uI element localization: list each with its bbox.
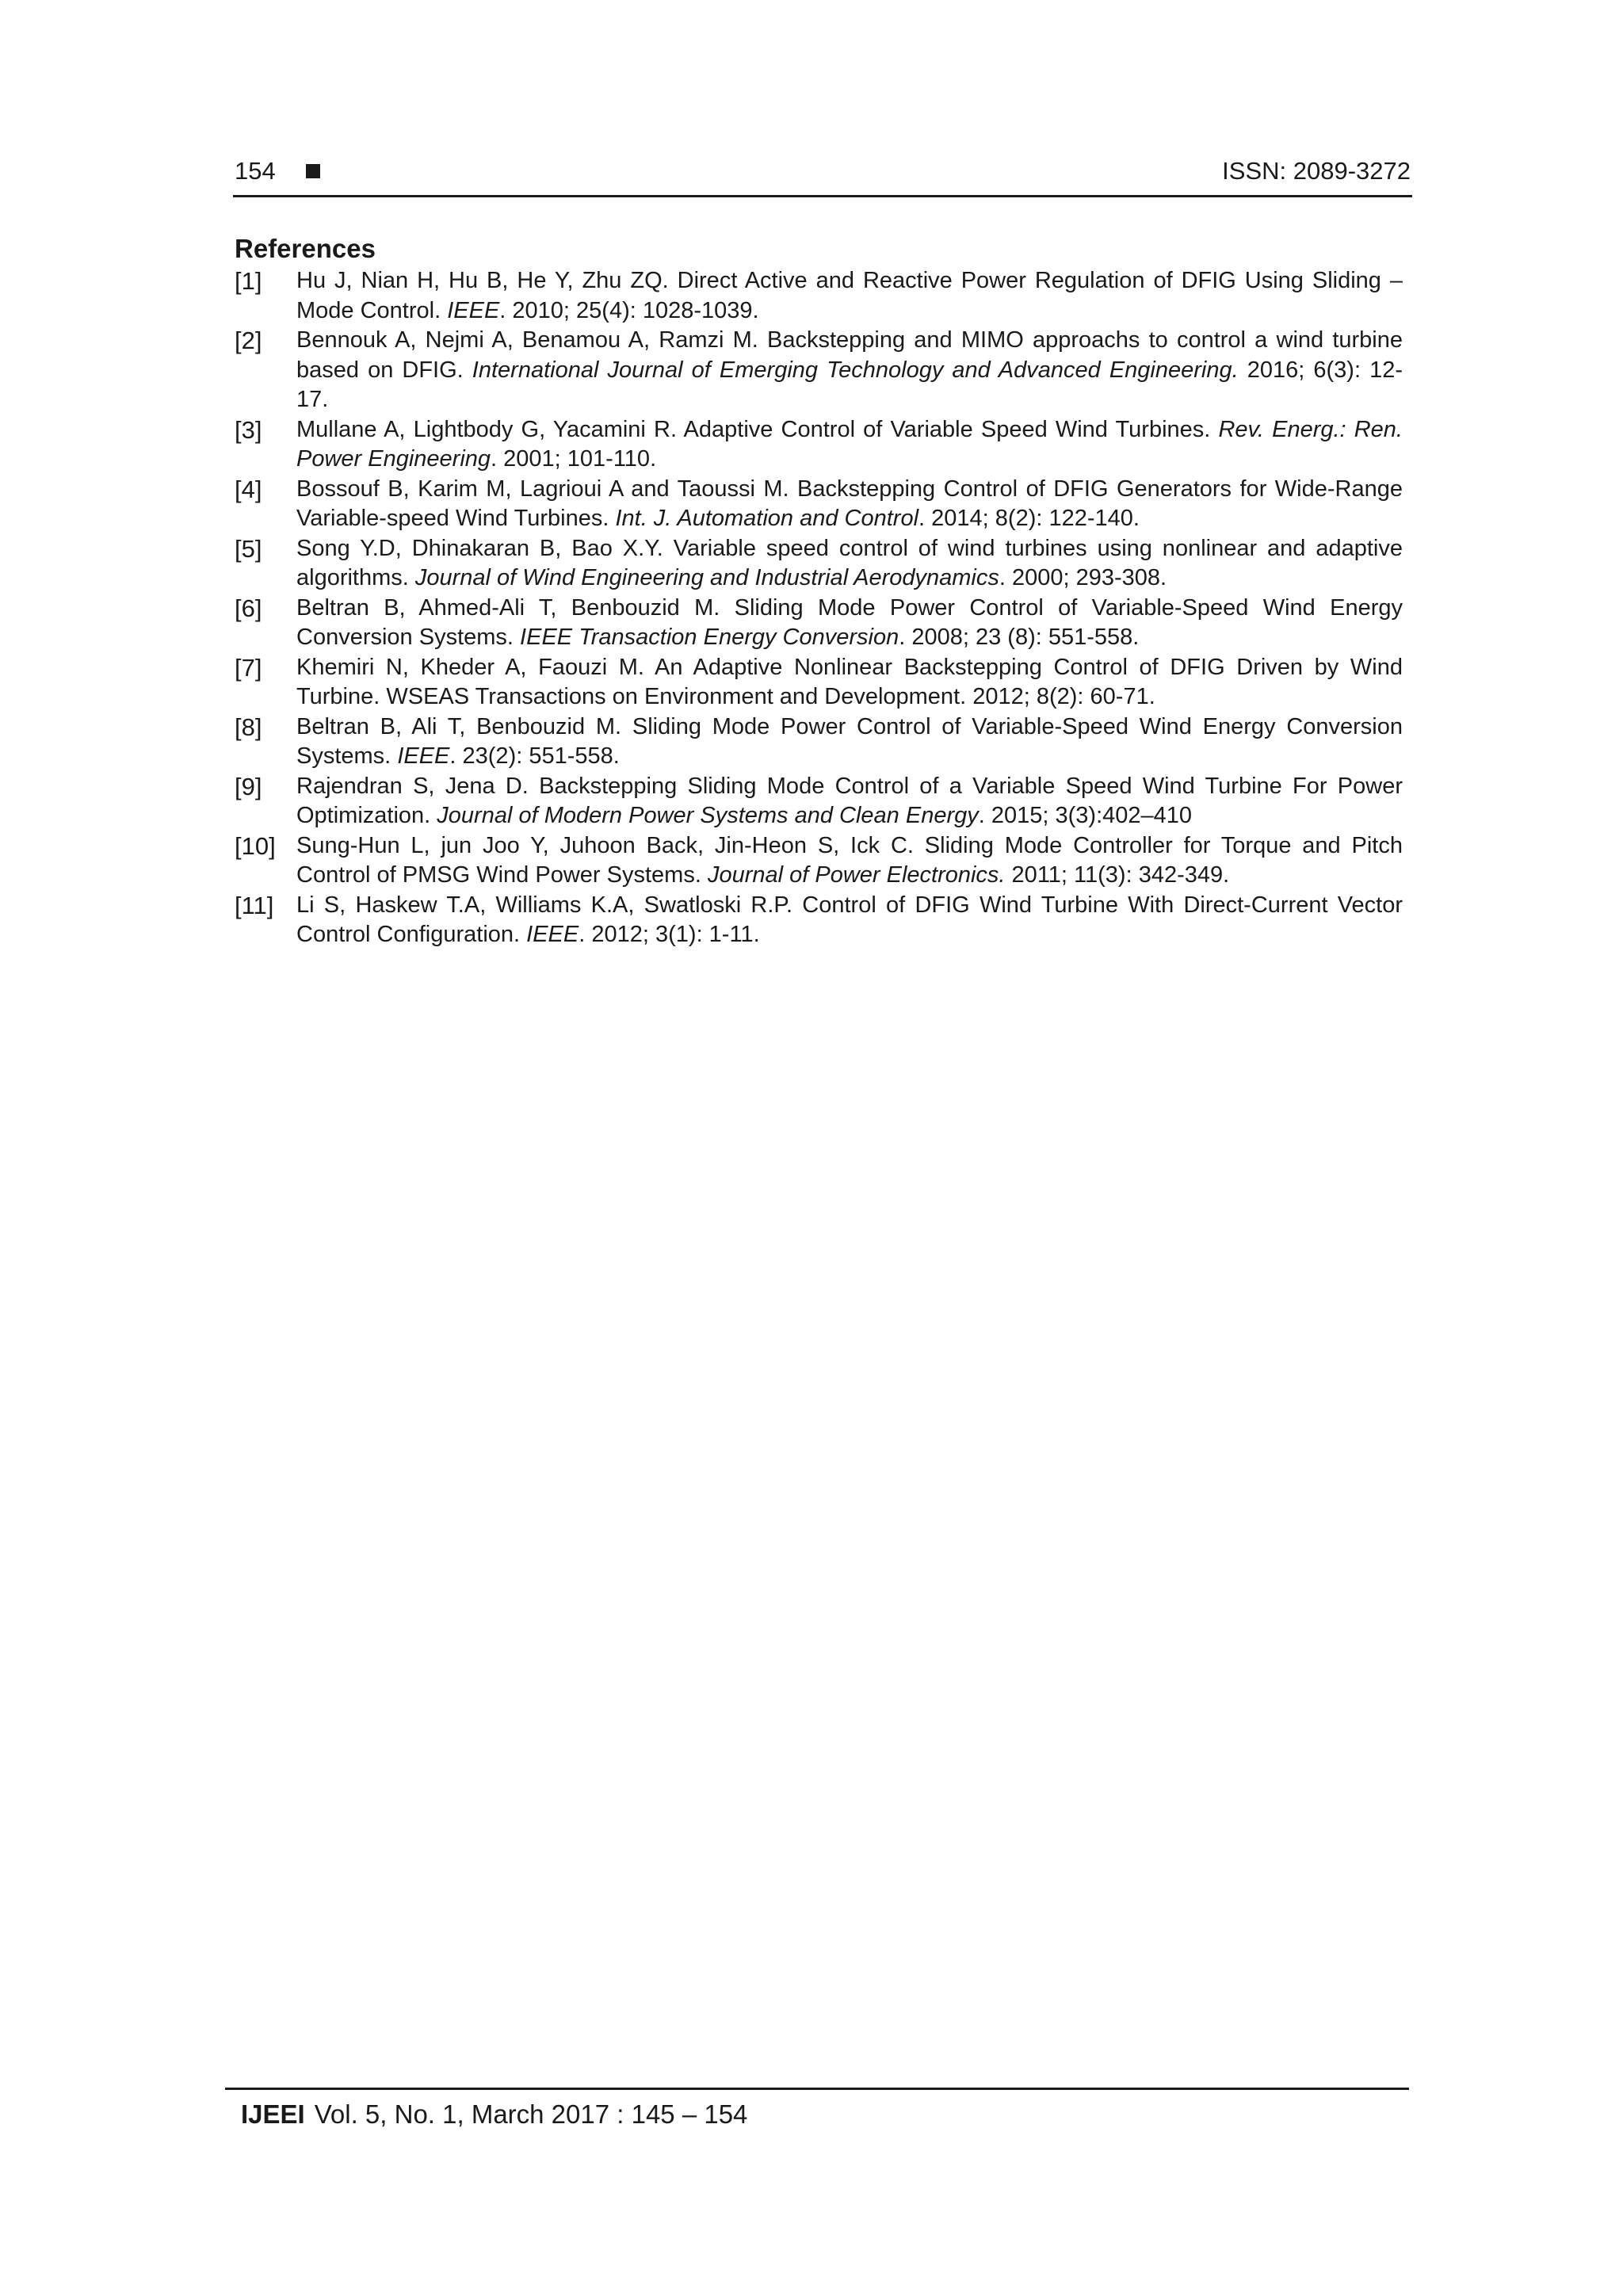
issn-label: ISSN: 2089-3272: [1222, 157, 1411, 185]
reference-authors-title: Mullane A, Lightbody G, Yacamini R. Adaptive Control of Variable Speed Wind Turbines.: [296, 416, 1219, 442]
reference-journal: IEEE: [447, 297, 500, 323]
reference-details: . 2014; 8(2): 122-140.: [918, 506, 1140, 531]
reference-item: [235, 534, 1403, 594]
reference-text: [296, 831, 1403, 891]
reference-number: [3]: [235, 415, 262, 444]
reference-authors-title: Hu J, Nian H, Hu B, He Y, Zhu ZQ. Direct Active and Reactive Power Regulation of DFIG Using Sliding –Mode Control.: [296, 268, 1403, 323]
reference-authors-title: Bennouk A, Nejmi A, Benamou A, Ramzi M. Backstepping and MIMO approachs to control a wind turbine based on DFIG.: [296, 327, 1403, 383]
issue-info: Vol. 5, No. 1, March 2017 : 145 – 154: [314, 2099, 748, 2129]
reference-authors-title: Rajendran S, Jena D. Backstepping Sliding Mode Control of a Variable Speed Wind Turbine For Power Optimization.: [296, 773, 1403, 828]
reference-details: . 2008; 23 (8): 551-558.: [899, 625, 1140, 650]
reference-journal: Journal of Modern Power Systems and Clean Energy: [437, 803, 979, 828]
reference-item: [235, 266, 1403, 326]
reference-text: [296, 712, 1403, 772]
reference-journal: Journal of Wind Engineering and Industrial Aerodynamics: [414, 565, 999, 590]
journal-abbreviation: IJEEI: [241, 2099, 305, 2129]
reference-text: [296, 772, 1403, 831]
reference-number: [7]: [235, 653, 262, 682]
reference-details: . 2012; 3(1): 1-11.: [579, 922, 760, 947]
reference-number: [9]: [235, 772, 262, 800]
square-bullet-icon: [306, 164, 320, 178]
reference-item: [235, 415, 1403, 475]
reference-text: [296, 266, 1403, 326]
reference-journal: IEEE: [397, 743, 450, 769]
reference-authors-title: Li S, Haskew T.A, Williams K.A, Swatloski R.P. Control of DFIG Wind Turbine With Direct-Current Vector Control Configuration.: [296, 892, 1403, 947]
page-number: 154: [235, 157, 276, 185]
reference-journal: Int. J. Automation and Control: [615, 506, 919, 531]
reference-item: [235, 475, 1403, 534]
reference-text: [296, 475, 1403, 534]
reference-text: [296, 594, 1403, 653]
reference-item: [235, 772, 1403, 831]
header-divider: [233, 195, 1412, 197]
reference-number: [5]: [235, 534, 262, 563]
reference-authors-title: Song Y.D, Dhinakaran B, Bao X.Y. Variable speed control of wind turbines using nonlinear and adaptive algorithms.: [296, 535, 1403, 590]
reference-text: [296, 653, 1403, 712]
reference-number: [4]: [235, 475, 262, 503]
page-footer: [241, 2097, 747, 2132]
reference-details: . 2015; 3(3):402–410: [978, 803, 1193, 828]
reference-details: . 2010; 25(4): 1028-1039.: [499, 297, 759, 323]
reference-details: . 2001; 101-110.: [491, 446, 657, 472]
reference-number: [8]: [235, 712, 262, 741]
reference-journal: Rev. Energ.: Ren. Power Engineering: [296, 416, 1403, 472]
reference-details: 2016; 6(3): 12-17.: [296, 357, 1403, 412]
reference-list: [235, 266, 1403, 950]
reference-text: [296, 326, 1403, 415]
reference-number: [2]: [235, 327, 262, 354]
reference-number: [10]: [235, 831, 276, 860]
reference-journal: IEEE Transaction Energy Conversion: [520, 625, 899, 650]
reference-authors-title: Beltran B, Ahmed-Ali T, Benbouzid M. Sliding Mode Power Control of Variable-Speed Wind Energy Conversion Systems.: [296, 594, 1403, 650]
reference-item: [235, 891, 1403, 950]
references-heading: References: [235, 234, 376, 263]
reference-item: [235, 594, 1403, 653]
reference-authors-title: Beltran B, Ali T, Benbouzid M. Sliding Mode Power Control of Variable-Speed Wind Energy Conversion Systems.: [296, 713, 1403, 769]
reference-journal: International Journal of Emerging Technology and Advanced Engineering.: [472, 357, 1239, 383]
reference-authors-title: Khemiri N, Kheder A, Faouzi M. An Adaptive Nonlinear Backstepping Control of DFIG Driven by Wind Turbine. WSEAS Transactions on Environment and Development. 2012; 8(2): 60-71.: [296, 654, 1403, 709]
reference-item: [235, 326, 1403, 415]
reference-details: 2011; 11(3): 342-349.: [1005, 862, 1230, 888]
reference-authors-title: Bossouf B, Karim M, Lagrioui A and Taoussi M. Backstepping Control of DFIG Generators for Wide-Range Variable-speed Wind Turbines.: [296, 476, 1403, 531]
reference-details: . 23(2): 551-558.: [449, 743, 620, 769]
reference-authors-title: Sung-Hun L, jun Joo Y, Juhoon Back, Jin-Heon S, Ick C. Sliding Mode Controller for Torque and Pitch Control of PMSG Wind Power Systems.: [296, 832, 1403, 888]
reference-text: [296, 415, 1403, 475]
reference-text: [296, 534, 1403, 594]
reference-item: [235, 712, 1403, 772]
reference-item: [235, 653, 1403, 712]
reference-number: [11]: [235, 891, 274, 919]
reference-details: . 2000; 293-308.: [999, 565, 1167, 590]
reference-text: [296, 891, 1403, 950]
reference-number: [6]: [235, 594, 262, 622]
footer-divider: [225, 2088, 1409, 2090]
reference-journal: IEEE: [526, 922, 579, 947]
reference-item: [235, 831, 1403, 891]
reference-number: [1]: [235, 267, 262, 295]
reference-journal: Journal of Power Electronics.: [707, 862, 1006, 888]
page-header: [235, 155, 1411, 187]
